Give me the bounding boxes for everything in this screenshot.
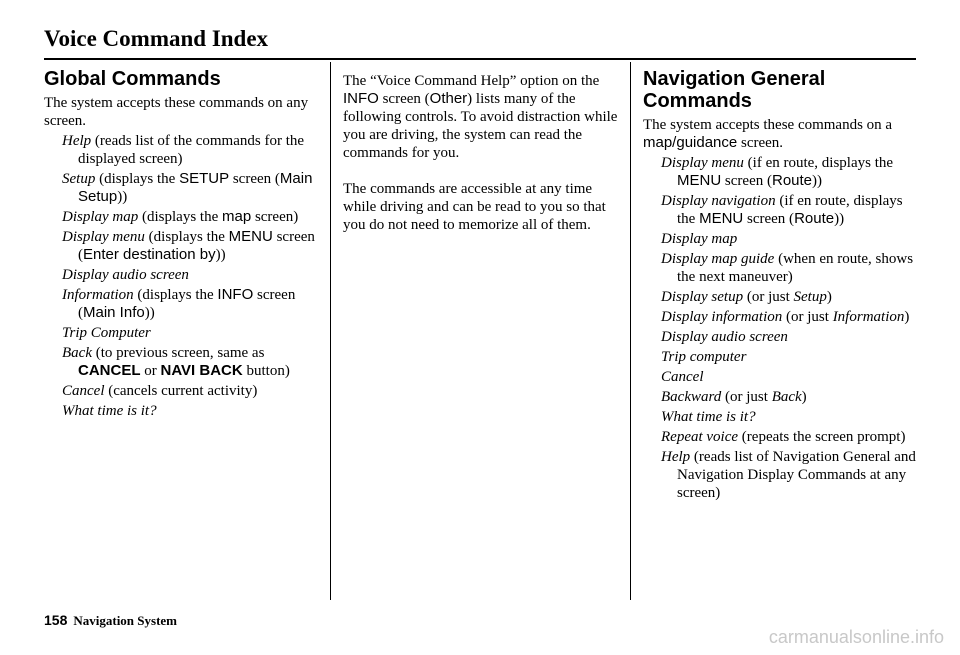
command-display-setup: Display setup (or just Setup) [661,289,832,305]
navigation-intro: The system accepts these commands on a map/guidance screen. [643,117,893,151]
navigation-commands-column [643,68,923,504]
command-information: Information (displays the INFO screen (Main Info)) [62,286,296,321]
command-setup: Setup (displays the SETUP screen (Main Setup)) [62,170,313,205]
page-number: 158 [44,612,68,628]
navigation-commands-heading: Navigation General Commands [643,68,826,112]
command-what-time: What time is it? [62,403,157,419]
command-trip-computer: Trip computer [661,349,747,365]
column-divider [630,62,631,600]
page-title: Voice Command Index [44,26,269,51]
command-what-time: What time is it? [661,409,756,425]
command-backward: Backward (or just Back) [661,389,807,405]
help-paragraph-2: The commands are accessible at any time while driving and can be read to you so that you do not need to memorize all of them. [343,181,606,233]
page-footer [44,612,177,629]
command-display-information: Display information (or just Information) [661,309,910,325]
command-help: Help (reads list of Navigation General and Navigation Display Commands at any screen) [661,449,916,501]
help-text-column [343,72,618,252]
global-commands-heading: Global Commands [44,68,221,90]
title-rule [44,58,916,60]
command-display-map-guide: Display map guide (when en route, shows the next maneuver) [661,251,914,285]
command-display-menu: Display menu (displays the MENU screen (Enter destination by)) [62,228,315,263]
watermark: carmanualsonline.info [768,627,944,647]
command-trip-computer: Trip Computer [62,325,151,341]
global-commands-column [44,68,322,422]
command-display-menu: Display menu (if en route, displays the MENU screen (Route)) [661,155,894,189]
command-help: Help (reads list of the commands for the displayed screen) [62,133,305,167]
command-display-audio: Display audio screen [62,267,189,283]
help-paragraph-1: The “Voice Command Help” option on the INFO screen (Other) lists many of the following controls. To avoid distraction while you are driving, the system can read the commands for you. [343,73,618,161]
command-display-map: Display map [661,231,738,247]
footer-label: Navigation System [73,613,177,628]
command-display-navigation: Display navigation (if en route, displays the MENU screen (Route)) [661,193,903,227]
column-divider [330,62,331,600]
command-display-audio: Display audio screen [661,329,788,345]
command-cancel: Cancel (cancels current activity) [62,383,258,399]
command-back: Back (to previous screen, same as CANCEL or NAVI BACK button) [62,345,290,379]
command-cancel: Cancel [661,369,704,385]
command-repeat-voice: Repeat voice (repeats the screen prompt) [661,429,906,445]
global-intro: The system accepts these commands on any screen. [44,95,309,129]
command-display-map: Display map (displays the map screen) [62,208,299,225]
